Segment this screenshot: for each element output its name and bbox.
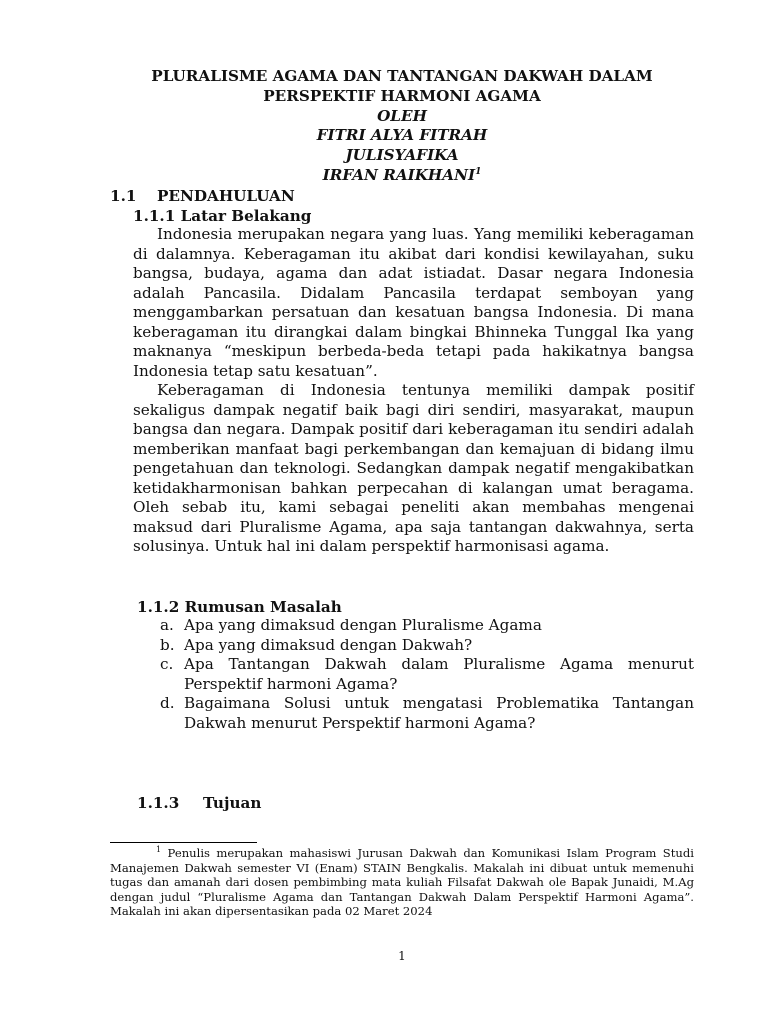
list-item	[133, 636, 694, 656]
page-number: 1	[398, 949, 406, 963]
title-block	[110, 67, 694, 186]
list-item	[133, 655, 694, 694]
subsection-heading-rumusan: 1.1.2 Rumusan Masalah	[137, 598, 342, 616]
author-3-line	[110, 166, 694, 186]
by-line: OLEH	[377, 106, 427, 125]
footnote-marker: 1	[156, 845, 162, 855]
list-item	[133, 616, 694, 636]
author-3: IRFAN RAIKHANI	[322, 165, 476, 184]
title-line-1: PLURALISME AGAMA DAN TANTANGAN DAKWAH DALAM	[151, 67, 653, 85]
list-item-text: Bagaimana Solusi untuk mengatasi Problematika Tantangan Dakwah menurut Perspektif harmoni Agama?	[184, 694, 694, 732]
list-item	[133, 694, 694, 733]
tujuan-number: 1.1.3	[137, 794, 180, 812]
footnote-separator	[110, 842, 257, 843]
list-item-text: Apa yang dimaksud dengan Dakwah?	[184, 635, 473, 654]
list-item-text: Apa Tantangan Dakwah dalam Pluralisme Agama menurut Perspektif harmoni Agama?	[184, 655, 694, 693]
list-marker: d.	[160, 694, 175, 713]
tujuan-title: Tujuan	[203, 794, 262, 812]
list-marker: c.	[160, 655, 174, 674]
problem-list	[133, 616, 694, 733]
paragraph-1: Indonesia merupakan negara yang luas. Yang memiliki keberagaman di dalamnya. Keberagaman itu akibat dari kondisi kewilayahan, suku bangsa, budaya, agama dan adat istiadat. Dasar negara Indonesia adalah Pancasila. Didalam Pancasila terdapat semboyan yang menggambarkan persatuan dan kesatuan bangsa Indonesia. Di mana keberagaman itu dirangkai dalam bingkai Bhinneka Tunggal Ika yang maknanya “meskipun berbeda-beda tetapi pada hakikatnya bangsa Indonesia tetap satu kesatuan”.	[133, 225, 694, 380]
footnote-reference[interactable]: 1	[475, 166, 482, 177]
subsection-heading-tujuan	[137, 793, 261, 813]
footnote	[110, 846, 694, 919]
list-marker: b.	[160, 635, 175, 654]
list-item-text: Apa yang dimaksud dengan Pluralisme Agama	[184, 616, 542, 634]
subsection-heading-latar: 1.1.1 Latar Belakang	[133, 207, 312, 225]
paragraph-2: Keberagaman di Indonesia tentunya memiliki dampak positif sekaligus dampak negatif baik bagi diri sendiri, masyarakat, maupun bangsa dan negara. Dampak positif dari keberagaman itu sendiri adalah memberikan manfaat bagi perkembangan dan kemajuan di bidang ilmu pengetahuan dan teknologi. Sedangkan dampak negatif mengakibatkan ketidakharmonisan bahkan perpecahan di kalangan umat beragama. Oleh sebab itu, kami sebagai peneliti akan membahas mengenai maksud dari Pluralisme Agama, apa saja tantangan dakwahnya, serta solusinya. Untuk hal ini dalam perspektif harmonisasi agama.	[133, 381, 694, 556]
list-marker: a.	[160, 616, 174, 634]
section-title: PENDAHULUAN	[157, 187, 295, 205]
footnote-text: Penulis merupakan mahasiswi Jurusan Dakwah dan Komunikasi Islam Program Studi Manajemen Dakwah semester VI (Enam) STAIN Bengkalis. Makalah ini dibuat untuk memenuhi tugas dan amanah dari dosen pembimbing mata kuliah Filsafat Dakwah ole Bapak Junaidi, M.Ag dengan judul “Pluralisme Agama dan Tantangan Dakwah Dalam Perspektif Harmoni Agama”. Makalah ini akan dipersentasikan pada 02 Maret 2024	[110, 846, 694, 919]
author-2: JULISYAFIKA	[345, 146, 459, 165]
section-heading	[110, 186, 295, 206]
section-number: 1.1	[110, 187, 137, 205]
author-1: FITRI ALYA FITRAH	[316, 126, 488, 145]
title-line-2: PERSPEKTIF HARMONI AGAMA	[263, 86, 541, 105]
